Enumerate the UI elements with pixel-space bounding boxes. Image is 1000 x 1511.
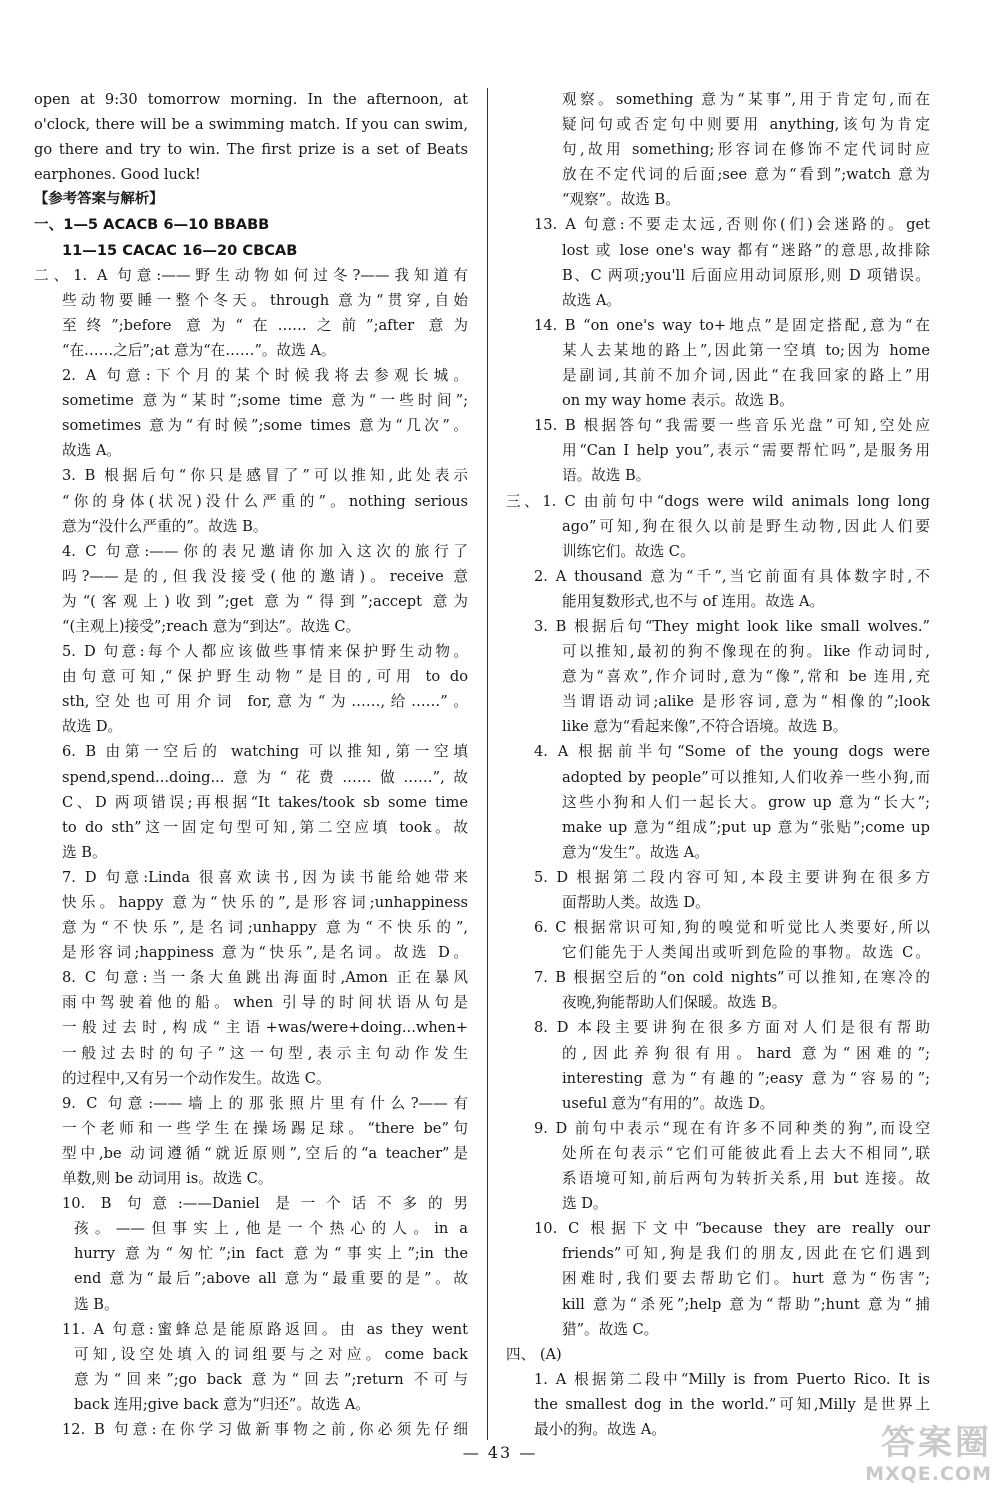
column-divider [487,88,488,1440]
text-line: “观察”。故选 B。 [562,191,680,209]
text-line: 7. B 根据空后的“on cold nights”可以推知,在寒冷的 [534,969,930,987]
text-line: earphones. Good luck! [34,166,201,184]
text-line: 3. B 根据后句“They might look like small wolves.” [534,617,930,635]
text-line: 意为“发生”。故选 A。 [562,843,709,861]
text-line: 3. B 根据后句“你只是感冒了”可以推知,此处表示 [62,467,468,485]
text-line: “你的身体(状况)没什么严重的”。nothing serious [62,492,468,510]
text-line: B、C 两项;you'll 后面应用动词原形,则 D 项错误。 [562,266,930,284]
text-line: 13. A 句意:不要走太远,否则你(们)会迷路的。get [534,216,930,234]
text-line: 故选 D。 [62,718,123,736]
text-line: 疑问句或否定句中则要用 anything,该句为肯定 [562,116,930,134]
text-line: 【参考答案与解析】 [34,191,164,208]
text-line: 15. B 根据答句“我需要一些音乐光盘”可知,空处应 [534,417,930,435]
text-line: 10. C 根据下文中“because they are really our [534,1220,930,1238]
text-line: 5. D 根据第二段内容可知,本段主要讲狗在很多方 [534,868,930,886]
watermark-url: MXQE.COM [865,1463,992,1485]
text-line: C、D 两项错误;再根据“It takes/took sb some time [62,793,468,811]
site-watermark [832,1423,992,1497]
text-line: 6. C 根据常识可知,狗的嗅觉和听觉比人类要好,所以 [534,919,930,937]
text-line: friends”可知,狗是我们的朋友,因此在它们遇到 [562,1245,930,1263]
text-line: 一个老师和一些学生在操场踢足球。“there be”句 [62,1119,468,1137]
text-line: “(主观上)接受”;reach 意为“到达”。故选 C。 [62,617,361,635]
text-line: 选 B。 [62,843,107,861]
text-line: 是副词,其前不加介词,因此“在我回家的路上”用 [562,367,930,385]
text-line: useful 意为“有用的”。故选 D。 [562,1094,775,1112]
text-line: 意为“喜欢”,作介词时,意为“像”,常和 be 连用,充 [562,668,930,686]
text-line: 四、 (A) [506,1345,562,1363]
text-line: 单数,则 be 动词用 is。故选 C。 [62,1170,273,1188]
text-line: 这些小狗和人们一起长大。grow up 意为“长大”; [562,793,930,811]
text-line: 一、1—5 ACACB 6—10 BBABB [34,216,270,234]
text-line: 最小的狗。故选 A。 [534,1420,666,1438]
text-line: the smallest dog in the world.”可知,Milly 是世界上 [534,1395,930,1413]
text-line: 12. B 句意:在你学习做新事物之前,你必须先仔细 [62,1420,468,1438]
text-line: make up 意为“组成”;put up 意为“张贴”;come up [562,818,930,836]
text-line: 6. B 由第一空后的 watching 可以推知,第一空填 [62,743,468,761]
text-line: 至终”;before 意为“在……之前”;after 意为 [62,316,468,334]
text-line: 由句意可知,“保护野生动物”是目的,可用 to do [62,668,468,686]
text-line: 14. B “on one's way to+地点”是固定搭配,意为“在 [534,316,930,334]
text-line: like 意为“看起来像”,不符合语境。故选 B。 [562,718,848,736]
text-line: 意为“不快乐”,是名词;unhappy 意为“不快乐的”, [62,919,468,937]
text-line: 些动物要睡一整个冬天。through 意为“贯穿,自始 [62,291,468,309]
text-line: 它们能先于人类闻出或听到危险的事物。故选 C。 [562,944,930,962]
text-line: 快乐。happy 意为“快乐的”,是形容词;unhappiness [62,894,468,911]
text-line: 困难时,我们要去帮助它们。hurt 意为“伤害”; [562,1270,930,1288]
text-line: 放在不定代词的后面;see 意为“看到”;watch 意为 [562,166,930,184]
text-line: 当谓语动词;alike 是形容词,意为“相像的”;look [562,693,930,711]
text-line: 二、1. A 句意:——野生动物如何过冬?——我知道有 [34,266,468,284]
text-line: spend,spend...doing...意为“花费……做……”,故 [62,768,468,786]
text-line: sth,空处也可用介词 for,意为“为……,给……”。 [62,693,468,711]
text-line: 吗?——是的,但我没接受(他的邀请)。receive 意 [62,567,468,585]
right-column [506,87,930,1442]
text-line: 4. C 句意:——你的表兄邀请你加入这次的旅行了 [62,542,468,560]
text-line: open at 9:30 tomorrow morning. In the afternoon, at [34,91,468,108]
text-line: 可以推知,最初的狗不像现在的狗。like 作动词时, [562,643,930,661]
text-line: 2. A thousand 意为“千”,当它前面有具体数字时,不 [534,567,930,585]
text-line: 意为“没什么严重的”。故选 B。 [62,517,268,535]
text-line: on my way home 表示。故选 B。 [562,392,794,410]
page-number: — 43 — [462,1443,538,1462]
text-line: 故选 A。 [562,291,621,309]
text-line: 型中,be 动词遵循“就近原则”,空后的“a teacher”是 [62,1144,468,1162]
left-column [34,87,468,1442]
text-line: ago”可知,狗在很久以前是野生动物,因此人们要 [562,517,930,535]
text-line: 处所在句表示“它们可能彼此看上去大不相同”,联 [562,1144,930,1162]
text-line: 三、1. C 由前句中“dogs were wild animals long long [506,492,930,510]
text-line: 选 D。 [562,1195,608,1213]
text-line: 某人去某地的路上”,因此第一空填 to;因为 home [562,341,930,359]
text-line: sometimes 意为“有时候”;some times 意为“几次”。 [62,417,468,435]
text-line: 故选 A。 [62,442,121,460]
text-line: back 连用;give back 意为“归还”。故选 A。 [74,1395,370,1413]
text-line: 系语境可知,前后两句为转折关系,用 but 连接。故 [562,1170,930,1188]
text-line: to do sth”这一固定句型可知,第二空应填 took。故 [62,818,468,836]
text-line: 10. B 句意:——Daniel 是一个话不多的男 [62,1195,468,1213]
text-line: end 意为“最后”;above all 意为“最重要的是”。故 [74,1270,468,1288]
text-line: 意为“回来”;go back 意为“回去”;return 不可与 [74,1370,468,1388]
text-line: 4. A 根据前半句“Some of the young dogs were [534,743,930,761]
text-line: 孩。——但事实上,他是一个热心的人。in a [74,1220,468,1238]
text-line: 8. C 句意:当一条大鱼跳出海面时,Amon 正在暴风 [62,969,468,987]
text-line: 语。故选 B。 [562,467,651,485]
text-line: 雨中驾驶着他的船。when 引导的时间状语从句是 [62,994,468,1012]
text-line: sometime 意为“某时”;some time 意为“一些时间”; [62,392,468,410]
text-line: 选 B。 [74,1295,119,1313]
text-line: o'clock, there will be a swimming match. If you can swim, [34,116,468,134]
text-line: go there and try to win. The first prize is a set of Beats [34,141,468,159]
text-line: 9. D 前句中表示“现在有许多不同种类的狗”,而设空 [534,1119,930,1137]
text-line: 面帮助人类。故选 D。 [562,894,710,911]
text-line: 7. D 句意:Linda 很喜欢读书,因为读书能给她带来 [62,868,468,886]
text-line: 8. D 本段主要讲狗在很多方面对人们是很有帮助 [534,1019,930,1037]
text-line: kill 意为“杀死”;help 意为“帮助”;hunt 意为“捕 [562,1295,930,1313]
text-line: 句,故用 something;形容词在修饰不定代词时应 [562,141,930,159]
text-line: 为“(客观上)收到”;get 意为“得到”;accept 意为 [62,592,468,610]
text-line: 用“Can I help you”,表示“需要帮忙吗”,是服务用 [562,442,930,460]
text-line: 5. D 句意:每个人都应该做些事情来保护野生动物。 [62,643,468,661]
text-line: 2. A 句意:下个月的某个时候我将去参观长城。 [62,367,468,385]
text-line: 一般过去时,构成“主语+was/were+doing...when+ [62,1019,468,1037]
text-line: “在……之后”;at 意为“在……”。故选 A。 [62,341,336,359]
text-line: 一般过去时的句子”这一句型,表示主句动作发生 [62,1044,468,1062]
text-line: 11. A 句意:蜜蜂总是能原路返回。由 as they went [62,1320,468,1338]
text-line: hurry 意为“匆忙”;in fact 意为“事实上”;in the [74,1245,468,1263]
text-line: 1. A 根据第二段中“Milly is from Puerto Rico. It is [534,1370,930,1388]
text-line: 9. C 句意:——墙上的那张照片里有什么?——有 [62,1094,468,1112]
text-line: 训练它们。故选 C。 [562,542,695,560]
text-line: 猎”。故选 C。 [562,1320,659,1338]
text-line: interesting 意为“有趣的”;easy 意为“容易的”; [562,1069,930,1087]
watermark-logo-text: 答案圈 [881,1423,992,1463]
text-line: 能用复数形式,也不与 of 连用。故选 A。 [562,592,825,610]
text-line: 是形容词;happiness 意为“快乐”,是名词。故选 D。 [62,944,468,962]
text-line: 11—15 CACAC 16—20 CBCAB [62,241,298,259]
text-line: 的过程中,又有另一个动作发生。故选 C。 [62,1069,331,1087]
text-line: lost 或 lose one's way 都有“迷路”的意思,故排除 [562,241,930,259]
text-line: 夜晚,狗能帮助人们保暖。故选 B。 [562,994,787,1012]
text-line: 可知,设空处填入的词组要与之对应。come back [74,1345,468,1363]
text-line: 的,因此养狗很有用。hard 意为“困难的”; [562,1044,930,1062]
text-line: adopted by people”可以推知,人们收养一些小狗,而 [562,768,930,786]
text-line: 观察。something 意为“某事”,用于肯定句,而在 [562,91,930,108]
